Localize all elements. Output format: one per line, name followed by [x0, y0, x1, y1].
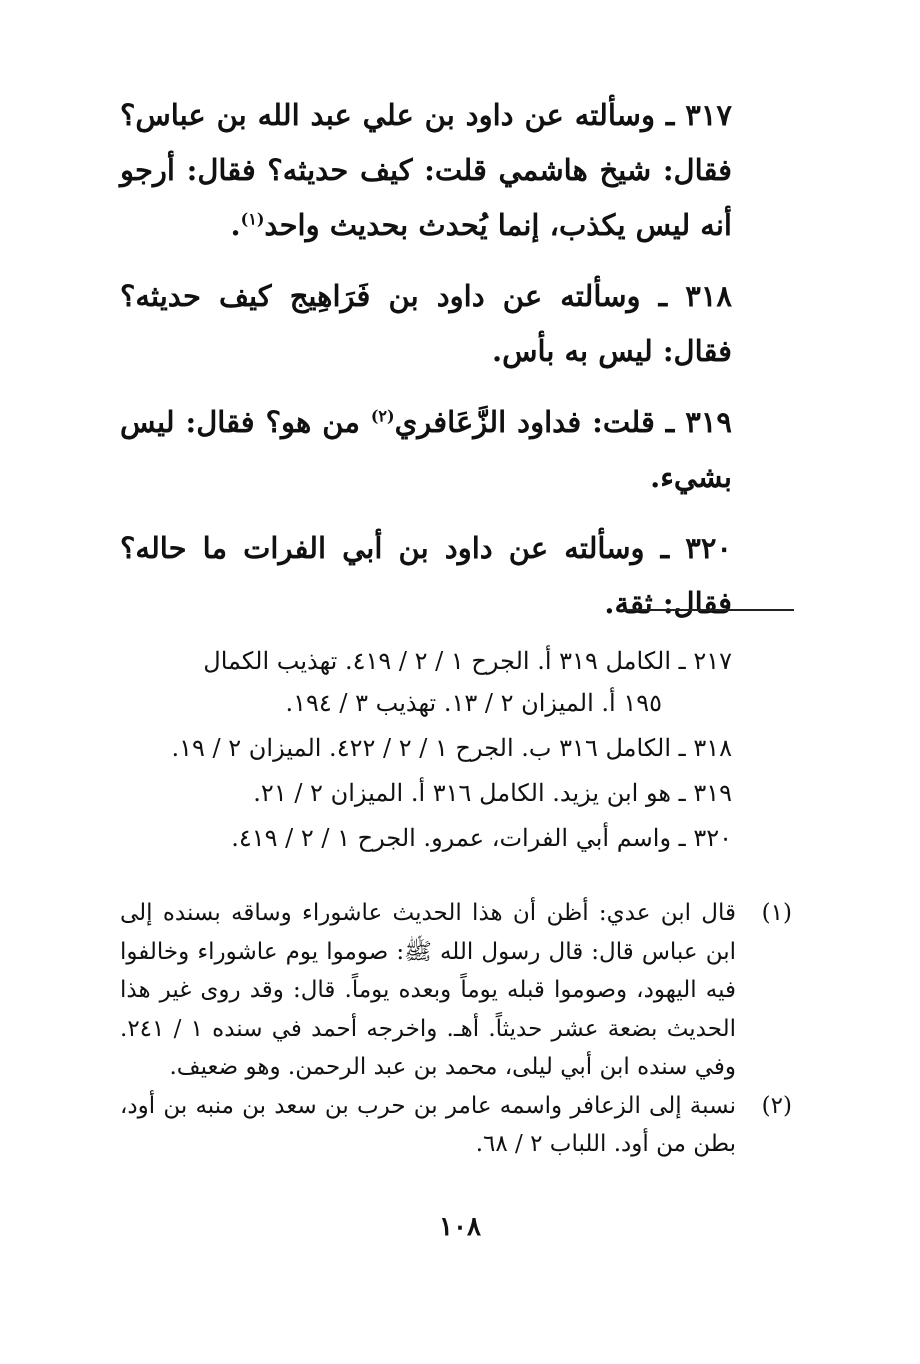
- main-text: [120, 88, 732, 647]
- entry-text: وسألته عن داود بن علي عبد الله بن عباس؟ فقال: شيخ هاشمي قلت: كيف حديثه؟ فقال: أرجو أنه ليس يكذب، إنما يُحدث بحديث واحد: [120, 98, 732, 242]
- footnotes: [120, 894, 792, 1164]
- reference-line: ٣٢٠ ـ واسم أبي الفرات، عمرو. الجرح ١ / ٢ / ٤١٩.: [231, 824, 732, 852]
- footnote-ref[interactable]: (٢): [370, 406, 395, 426]
- footnote-divider: [622, 609, 794, 611]
- reference-line: ٣١٩ ـ هو ابن يزيد. الكامل ٣١٦ أ. الميزان ٢ / ٢١.: [253, 779, 732, 807]
- entry-text: قلت: فداود الزَّعَافري: [394, 405, 655, 439]
- footnote-ref[interactable]: (١): [240, 209, 265, 229]
- footnote-2: [120, 1087, 792, 1164]
- reference-line: ١٩٥ أ. الميزان ٢ / ١٣. تهذيب ٣ / ١٩٤.: [285, 689, 662, 717]
- entry-320: [120, 521, 732, 631]
- footnote-1: [120, 894, 792, 1087]
- entry-text: وسألته عن داود بن فَرَاهِيج كيف حديثه؟ فقال: ليس به بأس.: [120, 279, 732, 368]
- footnote-mark: (١): [761, 900, 792, 926]
- reference-item: [120, 817, 732, 859]
- reference-line: ٣١٨ ـ الكامل ٣١٦ ب. الجرح ١ / ٢ / ٤٢٢. الميزان ٢ / ١٩.: [171, 734, 732, 762]
- page-number: ١٠٨: [439, 1212, 481, 1242]
- entry-317: [120, 88, 732, 253]
- entry-319: [120, 395, 732, 505]
- entry-318: [120, 269, 732, 379]
- entry-number: ٣١٩ ـ: [665, 405, 732, 439]
- entry-number: ٣١٨ ـ: [658, 279, 732, 313]
- reference-list: [120, 640, 732, 862]
- entry-end: .: [230, 208, 241, 242]
- entry-text: وسألته عن داود بن أبي الفرات ما حاله؟ فقال: ثقة.: [120, 531, 732, 620]
- reference-item: [120, 640, 732, 724]
- footnote-text: قال ابن عدي: أظن أن هذا الحديث عاشوراء وساقه بسنده إلى ابن عباس قال: قال رسول الله ﷺ: صوموا يوم عاشوراء وخالفوا فيه اليهود، وصوموا قبله يوماً وبعده يوماً. قال: وقد روى غير هذا الحديث بضعة عشر حديثاً. أهـ. واخرجه أحمد في سنده ١ / ٢٤١. وفي سنده ابن أبي ليلى، محمد بن عبد الرحمن. وهو ضعيف.: [120, 900, 736, 1080]
- footnote-mark: (٢): [761, 1092, 792, 1119]
- reference-item: [120, 772, 732, 814]
- reference-line: ٢١٧ ـ الكامل ٣١٩ أ. الجرح ١ / ٢ / ٤١٩. تهذيب الكمال: [203, 647, 732, 675]
- footnote-text: نسبة إلى الزعافر واسمه عامر بن حرب بن سعد بن منبه بن أود، بطن من أود. اللباب ٢ / ٦٨.: [120, 1092, 736, 1157]
- entry-number: ٣٢٠ ـ: [660, 531, 732, 565]
- reference-item: [120, 727, 732, 769]
- entry-text: من هو؟ فقال: ليس بشيء.: [120, 405, 732, 494]
- entry-number: ٣١٧ ـ: [665, 98, 732, 132]
